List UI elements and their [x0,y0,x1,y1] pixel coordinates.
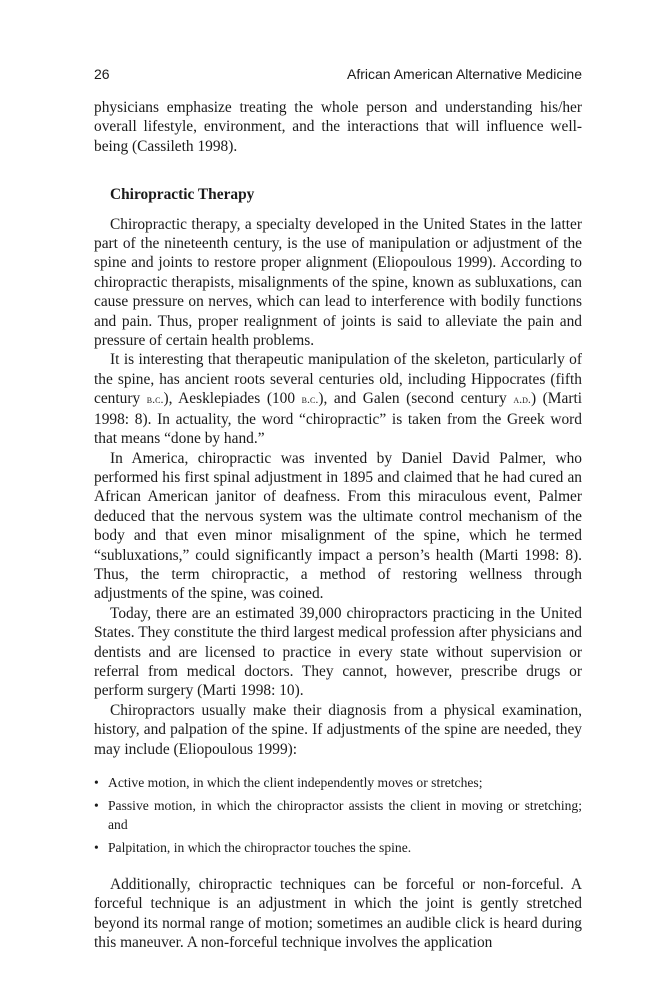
list-item-text: Palpitation, in which the chiropractor touches the spine. [108,840,412,855]
running-head [94,66,582,86]
paragraph-history-text-d: ) (Marti 1998: 8). In actuality, the word “chiropractic” is taken from the Greek word that means “done by hand.” [94,390,582,448]
list-item [94,773,582,792]
list-item [94,838,582,857]
section-heading: Chiropractic Therapy [110,186,255,204]
paragraph-history-text-a: It is interesting that therapeutic manipulation of the skeleton, particularly of the spine, has ancient roots several centuries old, including Hippocrates (fifth century [94,351,582,408]
paragraph-history-text-c: ), and Galen (second century [318,390,514,408]
paragraph-palmer: In America, chiropractic was invented by Daniel David Palmer, who performed his first spinal adjustment in 1895 and claimed that he had cured an African American janitor of deafness. From this miraculous event, Palmer deduced that the nervous system was the ultimate control mechanism of the body and that even minor misalignment of the spine, which he termed “subluxations,” could significantly impact a person’s health (Marti 1998: 8). Thus, the term chiropractic, a method of restoring wellness through adjustments of the spine, was coined. [94,449,582,603]
paragraph-today: Today, there are an estimated 39,000 chiropractors practicing in the United States. They constitute the third largest medical profession after physicians and dentists and are licensed to practice in every state without supervision or referral from medical doctors. They cannot, however, prescribe drugs or perform surgery (Marti 1998: 10). [94,604,582,700]
adjustment-list [94,773,582,857]
intro-paragraph: physicians emphasize treating the whole person and understanding his/her overall lifestyle, environment, and the interactions that will influence well-being (Cassileth 1998). [94,99,582,155]
era-abbreviation: a.d. [513,392,531,407]
list-item-text: Active motion, in which the client independently moves or stretches; [108,775,483,790]
paragraph-techniques: Additionally, chiropractic techniques can be forceful or non-forceful. A forceful technique is an adjustment in which the joint is gently stretched beyond its normal range of motion; sometimes an audible click is heard during this maneuver. A non-forceful technique involves the application [94,876,582,952]
paragraph-diagnosis: Chiropractors usually make their diagnosis from a physical examination, history, and palpation of the spine. If adjustments of the spine are needed, they may include (Eliopoulous 1999): [94,701,582,758]
era-abbreviation: b.c. [146,392,164,407]
bullet-mark: • [94,775,99,790]
paragraph-definition: Chiropractic therapy, a specialty developed in the United States in the latter part of the nineteenth century, is the use of manipulation or adjustment of the spine and joints to restore proper alignment (Eliopoulous 1999). According to chiropractic therapists, misalignments of the spine, known as subluxations, can cause pressure on nerves, which can lead to interference with bodily functions and pain. Thus, proper realignment of joints is said to alleviate the pain and pressure of certain health problems. [94,215,582,350]
body-text [94,98,582,953]
bullet-mark: • [94,798,99,813]
bullet-mark: • [94,840,99,855]
book-title: African American Alternative Medicine [347,66,582,82]
era-abbreviation: b.c. [301,392,319,407]
list-item-text: Passive motion, in which the chiropractor assists the client in moving or stretching; and [108,798,582,832]
paragraph-history-text-b: ), Aesklepiades (100 [163,390,302,408]
list-item [94,796,582,834]
paragraph-history [94,350,582,448]
page-number: 26 [94,66,110,82]
